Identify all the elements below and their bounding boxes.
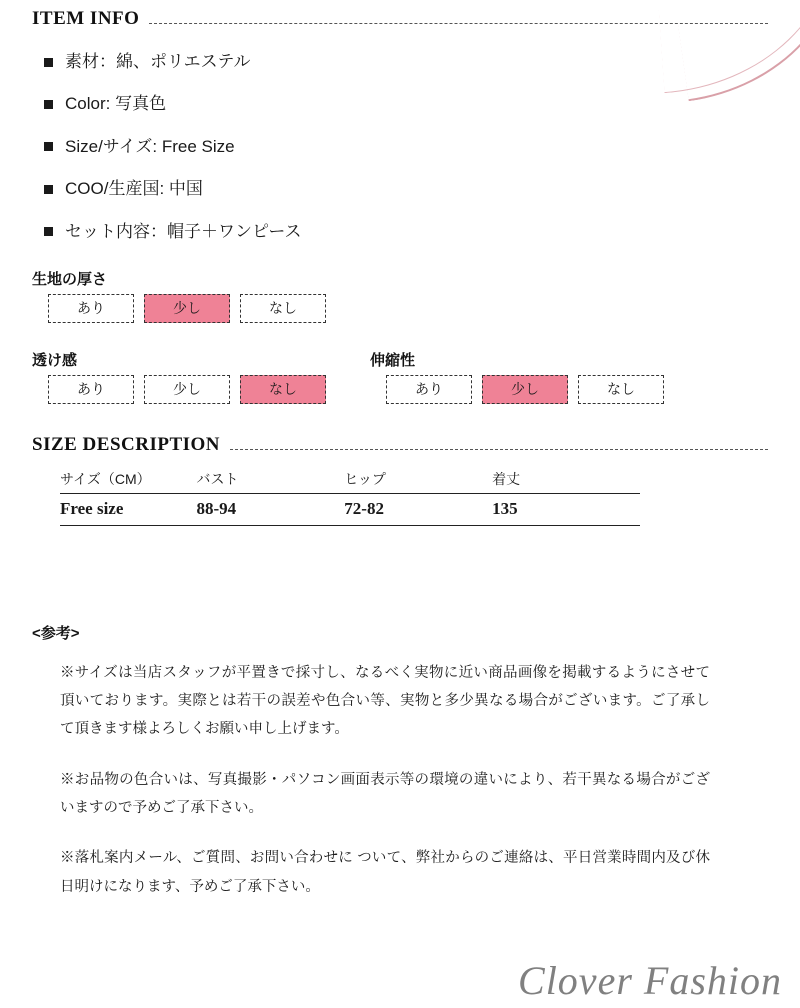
option-transparency-ari: あり xyxy=(48,375,134,404)
size-description-section xyxy=(32,434,768,526)
list-item xyxy=(32,179,768,199)
attribute-stretch xyxy=(370,349,664,404)
option-transparency-sukoshi: 少し xyxy=(144,375,230,404)
attribute-options xyxy=(370,375,664,404)
cell-size: Free size xyxy=(60,493,196,525)
attribute-label: 伸縮性 xyxy=(370,351,416,369)
item-info-heading xyxy=(32,8,768,30)
notes-section xyxy=(32,622,768,901)
square-bullet-icon xyxy=(44,142,53,151)
option-stretch-nashi: なし xyxy=(578,375,664,404)
item-info-text: Color: 写真色 xyxy=(65,94,167,114)
option-stretch-ari: あり xyxy=(386,375,472,404)
item-info-text: セット内容：帽子＋ワンピース xyxy=(65,221,302,241)
cell-hip: 72-82 xyxy=(344,493,492,525)
list-item xyxy=(32,137,768,157)
option-transparency-nashi: なし xyxy=(240,375,326,404)
note-paragraph: ※落札案内メール、ご質問、お問い合わせに ついて、弊社からのご連絡は、平日営業時間内及び休日明けになります、予めご了承下さい。 xyxy=(60,850,710,895)
item-info-text: 素材：綿、ポリエステル xyxy=(65,52,251,71)
option-stretch-sukoshi: 少し xyxy=(482,375,568,404)
item-info-text: Size/サイズ: Free Size xyxy=(65,136,235,156)
size-description-title: SIZE DESCRIPTION xyxy=(32,433,221,455)
option-thickness-nashi: なし xyxy=(240,294,326,323)
attribute-options xyxy=(32,294,768,323)
item-info-text: COO/生産国: 中国 xyxy=(65,179,203,199)
column-header-length: 着丈 xyxy=(492,466,640,494)
notes-title: <参考> xyxy=(32,624,80,642)
size-table xyxy=(60,466,640,526)
option-thickness-sukoshi: 少し xyxy=(144,294,230,323)
item-info-list xyxy=(32,52,768,242)
table-row xyxy=(60,493,640,525)
attribute-transparency xyxy=(32,349,326,404)
attribute-label: 透け感 xyxy=(32,351,78,369)
brand-logo: Clover Fashion xyxy=(518,958,782,1003)
attribute-label: 生地の厚さ xyxy=(32,270,108,288)
item-info-title: ITEM INFO xyxy=(32,8,140,29)
cell-bust: 88-94 xyxy=(196,493,344,525)
size-table-head xyxy=(60,466,640,494)
square-bullet-icon xyxy=(44,100,53,109)
table-header-row xyxy=(60,466,640,494)
square-bullet-icon xyxy=(44,185,53,194)
square-bullet-icon xyxy=(44,227,53,236)
square-bullet-icon xyxy=(44,58,53,67)
list-item xyxy=(32,94,768,114)
list-item xyxy=(32,52,768,72)
column-header-bust: バスト xyxy=(196,466,344,494)
size-table-body xyxy=(60,493,640,525)
column-header-size: サイズ（CM） xyxy=(60,466,196,494)
item-info-divider xyxy=(149,23,768,24)
attribute-thickness xyxy=(32,268,768,323)
cell-length: 135 xyxy=(492,493,640,525)
attribute-row-group xyxy=(32,349,768,404)
column-header-hip: ヒップ xyxy=(344,466,492,494)
list-item xyxy=(32,222,768,242)
note-paragraph: ※お品物の色合いは、写真撮影・パソコン画面表示等の環境の違いにより、若干異なる場合がございますので予めご了承下さい。 xyxy=(60,771,710,817)
attribute-options xyxy=(32,375,326,404)
size-description-divider xyxy=(230,449,768,450)
size-description-heading xyxy=(32,434,768,456)
option-thickness-ari: あり xyxy=(48,294,134,323)
product-description-page xyxy=(0,8,800,901)
note-paragraph: ※サイズは当店スタッフが平置きで採寸し、なるべく実物に近い商品画像を掲載するようにさせて頂いております。実際とは若干の誤差や色合い等、実物と多少異なる場合がございます。ご了承して頂きます様よろしくお願い申し上げます。 xyxy=(60,664,710,738)
